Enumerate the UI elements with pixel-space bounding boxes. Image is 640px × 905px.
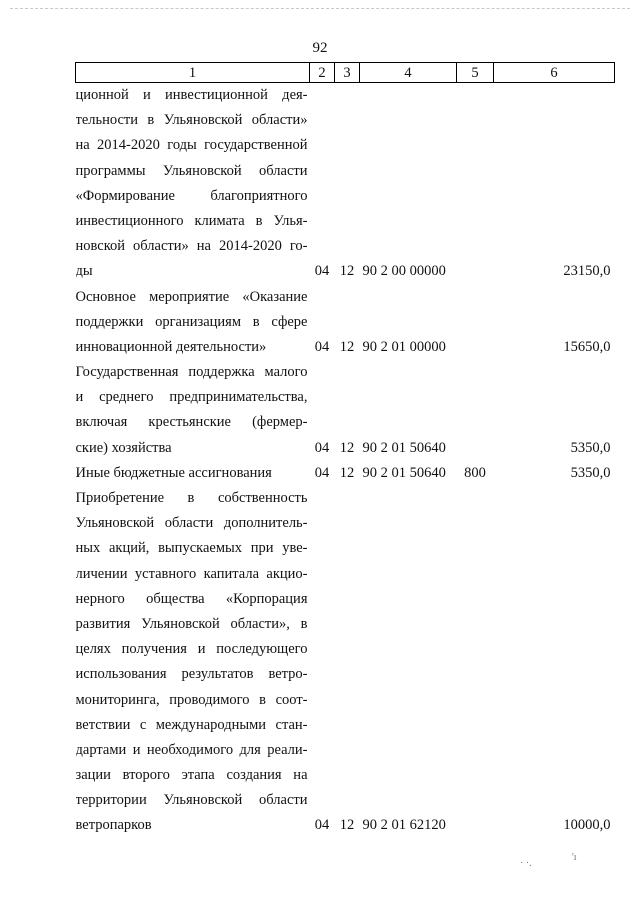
amount-value: 10000,0	[563, 817, 611, 834]
budget-table	[75, 62, 615, 839]
table-row	[76, 83, 615, 285]
section-code: 04	[314, 338, 330, 355]
amount-value: 23150,0	[563, 263, 611, 280]
description-line: ские) хозяйства	[75, 439, 172, 456]
description-line: тельности в Ульяновской области»	[75, 112, 308, 129]
description-line: мониторинга, проводимого в соот-	[75, 691, 308, 708]
subsection-code: 12	[339, 338, 355, 355]
subsection-code: 12	[339, 464, 355, 481]
column-header-6: 6	[494, 63, 615, 83]
amount-value: 5350,0	[570, 439, 611, 456]
table-row	[76, 360, 615, 461]
description-line: территории Ульяновской области	[75, 792, 308, 809]
table-body	[76, 83, 615, 839]
column-header-5: 5	[457, 63, 494, 83]
description-line: Приобретение в собственность	[75, 490, 308, 507]
description-line: программы Ульяновской области	[75, 162, 308, 179]
description-line: новской области» на 2014-2020 го-	[75, 238, 308, 255]
target-article-code: 90 2 01 00000	[362, 338, 446, 355]
amount-value: 5350,0	[570, 464, 611, 481]
row-description	[76, 360, 310, 461]
table-header	[76, 63, 615, 83]
table-row	[76, 285, 615, 361]
description-line: личении уставного капитала акцио-	[75, 565, 308, 582]
row-description	[76, 486, 310, 839]
subsection-code: 12	[339, 263, 355, 280]
description-line: инновационной деятельности»	[75, 338, 267, 355]
description-line: зации второго этапа создания на	[75, 767, 308, 784]
row-description	[76, 285, 310, 361]
column-header-2: 2	[310, 63, 335, 83]
expense-type-code	[457, 83, 494, 285]
section-code: 04	[314, 464, 330, 481]
description-line: и среднего предпринимательства,	[75, 389, 308, 406]
description-line: Иные бюджетные ассигнования	[75, 464, 272, 481]
description-line: дартами и необходимого для реали-	[75, 741, 308, 758]
description-line: ветствии с международными стан-	[75, 716, 308, 733]
column-header-3: 3	[335, 63, 360, 83]
description-line: на 2014-2020 годы государственной	[75, 137, 308, 154]
subsection-code: 12	[339, 439, 355, 456]
description-line: поддержки организациям в сфере	[75, 313, 308, 330]
expense-type-code	[457, 486, 494, 839]
description-line: целях получения и последующего	[75, 641, 308, 658]
description-line: ды	[75, 263, 93, 280]
table-row	[76, 486, 615, 839]
section-code: 04	[314, 439, 330, 456]
column-header-4: 4	[360, 63, 457, 83]
section-code: 04	[314, 817, 330, 834]
description-line: Ульяновской области дополнитель-	[75, 515, 308, 532]
description-line: ционной и инвестиционной дея-	[75, 87, 308, 103]
amount-value: 15650,0	[563, 338, 611, 355]
subsection-code: 12	[339, 817, 355, 834]
target-article-code: 90 2 01 50640	[362, 439, 446, 456]
row-description	[76, 83, 310, 285]
scan-speck: · ·.	[520, 858, 532, 869]
description-line: «Формирование благоприятного	[75, 187, 308, 204]
description-line: включая крестьянские (фермер-	[75, 414, 308, 431]
description-line: ветропарков	[75, 817, 152, 834]
expense-type-code	[457, 285, 494, 361]
description-line: инвестиционного климата в Улья-	[75, 212, 308, 229]
expense-type-code	[457, 360, 494, 461]
description-line: Основное мероприятие «Оказание	[75, 288, 308, 305]
target-article-code: 90 2 01 50640	[362, 464, 446, 481]
description-line: использования результатов ветро-	[75, 666, 308, 683]
scan-speck: 'ı	[572, 852, 577, 863]
column-header-1: 1	[76, 63, 310, 83]
description-line: ных акций, выпускаемых при уве-	[75, 540, 308, 557]
description-line: развития Ульяновской области», в	[75, 615, 308, 632]
page-number: 92	[312, 40, 328, 56]
row-description	[76, 461, 310, 486]
scan-artifact-line	[10, 8, 630, 9]
section-code: 04	[314, 263, 330, 280]
target-article-code: 90 2 01 62120	[362, 817, 446, 834]
description-line: Государственная поддержка малого	[75, 364, 308, 381]
table-row	[76, 461, 615, 486]
target-article-code: 90 2 00 00000	[362, 263, 446, 280]
expense-type-code: 800	[464, 464, 486, 481]
description-line: нерного общества «Корпорация	[75, 590, 308, 607]
